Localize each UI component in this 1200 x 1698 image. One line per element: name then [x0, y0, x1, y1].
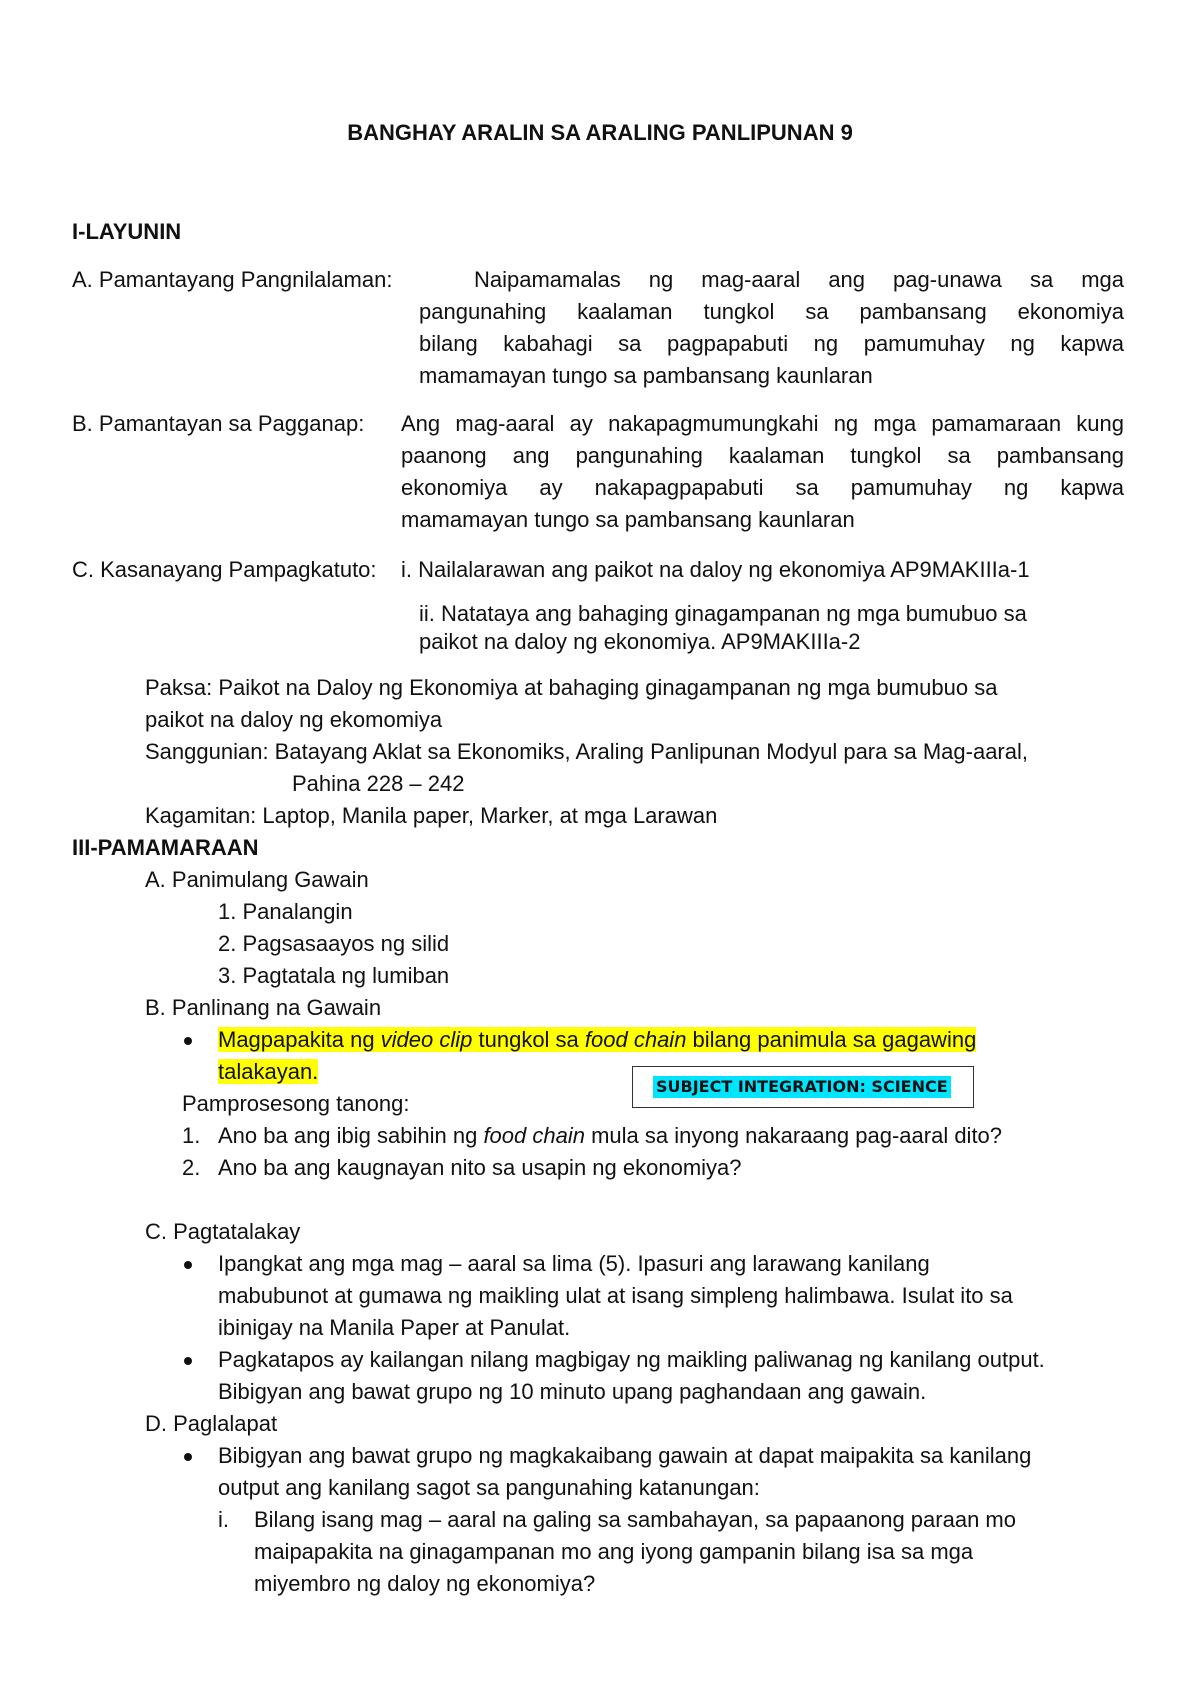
bullet-line: output ang kanilang sagot sa pangunahing katanungan: [218, 1475, 760, 1500]
layunin-b-label: B. Pamantayan sa Pagganap: [72, 411, 365, 436]
text-run-italic: video clip [380, 1027, 473, 1052]
text-run: Magpapakita ng [218, 1027, 381, 1052]
layunin-a-line: mamamayan tungo sa pambansang kaunlaran [419, 363, 873, 388]
bullet-icon [184, 1453, 192, 1461]
bullet-icon [184, 1037, 192, 1045]
layunin-a-line: pangunahing kaalaman tungkol sa pambansang ekonomiya [419, 299, 1124, 324]
pamamaraan-d-label: D. Paglalapat [145, 1411, 278, 1436]
bullet-line: ibinigay na Manila Paper at Panulat. [218, 1315, 571, 1340]
layunin-b-line: paanong ang pangunahing kaalaman tungkol sa pambansang [401, 443, 1124, 468]
subject-integration-box [632, 1066, 974, 1108]
section-heading-pamamaraan: III-PAMAMARAAN [72, 835, 259, 860]
question-number: 2. [182, 1155, 201, 1180]
bullet-icon [184, 1357, 192, 1365]
kagamitan-line: Kagamitan: Laptop, Manila paper, Marker, at mga Larawan [145, 803, 718, 828]
text-run: bilang panimula sa gagawing [686, 1027, 977, 1052]
pamprosesong-label: Pamprosesong tanong: [182, 1091, 410, 1116]
text-run: tungkol sa [472, 1027, 585, 1052]
paksa-line: Paksa: Paikot na Daloy ng Ekonomiya at bahaging ginagampanan ng mga bumubuo sa [145, 675, 998, 700]
text-run-italic: food chain [584, 1027, 687, 1052]
list-item: 2. Pagsasaayos ng silid [218, 931, 450, 956]
bullet-line: mabubunot at gumawa ng maikling ulat at isang simpleng halimbawa. Isulat ito sa [218, 1283, 1013, 1308]
layunin-c-item-1: i. Nailalarawan ang paikot na daloy ng ekonomiya AP9MAKIIIa-1 [401, 557, 1030, 582]
layunin-b-line: ekonomiya ay nakapagpapabuti sa pamumuhay ng kapwa [401, 475, 1124, 500]
question-1 [218, 1121, 1002, 1151]
layunin-c-item-2: paikot na daloy ng ekonomiya. AP9MAKIIIa-2 [419, 629, 861, 654]
layunin-b-line: Ang mag-aaral ay nakapagmumungkahi ng mga pamamaraan kung [401, 411, 1124, 436]
paksa-line: paikot na daloy ng ekomomiya [145, 707, 443, 732]
layunin-c-item-2: ii. Natataya ang bahaging ginagampanan ng mga bumubuo sa [419, 601, 1027, 626]
subject-integration-label: SUBJECT INTEGRATION: SCIENCE [653, 1076, 951, 1098]
sub-item-line: miyembro ng daloy ng ekonomiya? [254, 1571, 596, 1596]
layunin-b-line: mamamayan tungo sa pambansang kaunlaran [401, 507, 855, 532]
pamamaraan-a-label: A. Panimulang Gawain [145, 867, 369, 892]
pamamaraan-c-label: C. Pagtatalakay [145, 1219, 301, 1244]
question-number: 1. [182, 1123, 201, 1148]
layunin-a-label: A. Pamantayang Pangnilalaman: [72, 267, 393, 292]
sub-item-line: Bilang isang mag – aaral na galing sa sambahayan, sa papaanong paraan mo [254, 1507, 1016, 1532]
bullet-line: Bibigyan ang bawat grupo ng 10 minuto upang paghandaan ang gawain. [218, 1379, 927, 1404]
sanggunian-line: Pahina 228 – 242 [292, 771, 465, 796]
text-run: mula sa inyong nakaraang pag-aaral dito? [584, 1123, 1003, 1148]
question-2: Ano ba ang kaugnayan nito sa usapin ng ekonomiya? [218, 1155, 742, 1180]
list-item: 3. Pagtatala ng lumiban [218, 963, 450, 988]
bullet-line: Ipangkat ang mga mag – aaral sa lima (5). Ipasuri ang larawang kanilang [218, 1251, 930, 1276]
layunin-a-line: Naipamamalas ng mag-aaral ang pag-unawa sa mga [474, 267, 1124, 292]
page-title: BANGHAY ARALIN SA ARALING PANLIPUNAN 9 [347, 120, 853, 145]
bullet-line: Bibigyan ang bawat grupo ng magkakaibang gawain at dapat maipakita sa kanilang [218, 1443, 1032, 1468]
pamamaraan-b-label: B. Panlinang na Gawain [145, 995, 382, 1020]
text-run-italic: food chain [483, 1123, 585, 1148]
list-item: 1. Panalangin [218, 899, 353, 924]
sanggunian-line: Sanggunian: Batayang Aklat sa Ekonomiks, Araling Panlipunan Modyul para sa Mag-aaral, [145, 739, 1028, 764]
section-heading-layunin: I-LAYUNIN [72, 219, 182, 244]
highlighted-bullet-line [218, 1057, 318, 1087]
bullet-icon [184, 1261, 192, 1269]
layunin-a-line: bilang kabahagi sa pagpapabuti ng pamumuhay ng kapwa [419, 331, 1124, 356]
layunin-c-label: C. Kasanayang Pampagkatuto: [72, 557, 377, 582]
bullet-line: Pagkatapos ay kailangan nilang magbigay ng maikling paliwanag ng kanilang output. [218, 1347, 1045, 1372]
sub-item-line: maipapakita na ginagampanan mo ang iyong gampanin bilang isa sa mga [254, 1539, 974, 1564]
text-run: Ano ba ang ibig sabihin ng [218, 1123, 484, 1148]
sub-item-number: i. [218, 1507, 229, 1532]
highlighted-bullet-line [218, 1025, 976, 1055]
text-run: talakayan. [218, 1059, 319, 1084]
